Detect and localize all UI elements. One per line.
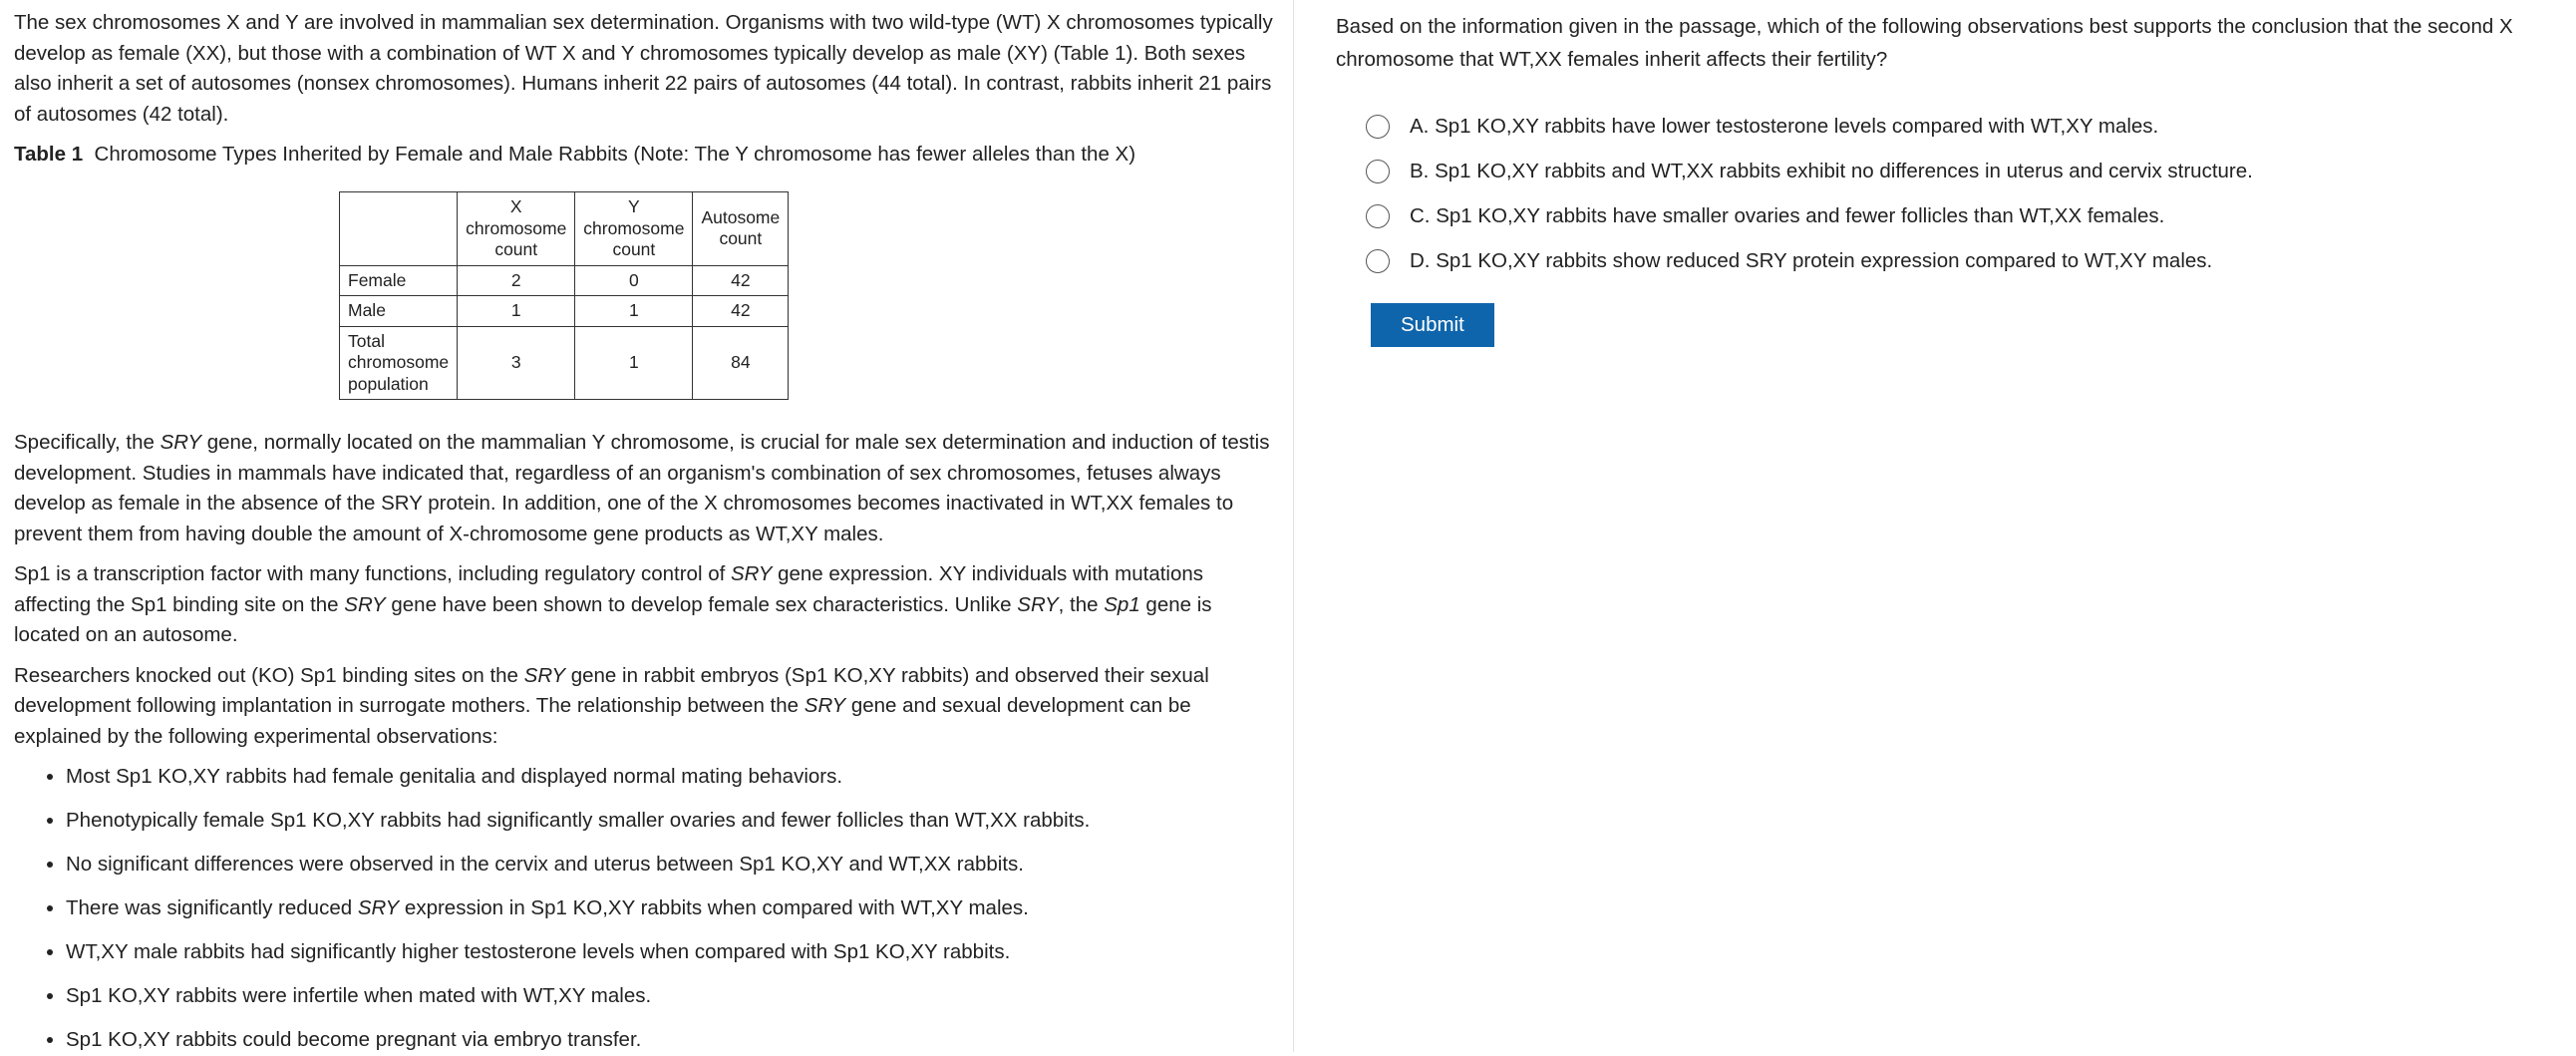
chromosome-table (339, 191, 789, 400)
table-title: Chromosome Types Inherited by Female and Male Rabbits (Note: The Y chromosome has fewer alleles than the X) (94, 143, 1136, 166)
table-header-y: Y chromosome count (575, 192, 693, 266)
y-count: 1 (575, 326, 693, 400)
list-item: • No significant differences were observed in the cervix and uterus between Sp1 KO,XY and WT,XX rabbits. (66, 850, 1273, 880)
choice-b[interactable] (1366, 149, 2576, 193)
table-row (340, 265, 789, 296)
submit-button[interactable]: Submit (1371, 303, 1494, 347)
choice-a-label: A. Sp1 KO,XY rabbits have lower testosterone levels compared with WT,XY males. (1410, 114, 2159, 138)
radio-b[interactable] (1366, 160, 1390, 183)
y-count: 1 (575, 296, 693, 327)
autosome-count: 84 (693, 326, 789, 400)
y-count: 0 (575, 265, 693, 296)
list-item: • Phenotypically female Sp1 KO,XY rabbits had significantly smaller ovaries and fewer follicles than WT,XX rabbits. (66, 806, 1273, 837)
sp1-paragraph: Sp1 is a transcription factor with many functions, including regulatory control of SRY gene expression. XY individuals with mutations affecting the Sp1 binding site on the SRY gene have been shown to develop female sex characteristics. Unlike SRY, the Sp1 gene is located on an autosome. (14, 562, 1212, 646)
table-header-row (340, 192, 789, 266)
observations-list (14, 762, 1273, 1056)
intro-paragraph: The sex chromosomes X and Y are involved in mammalian sex determination. Organisms with two wild-type (WT) X chromosomes typically develop as female (XX), but those with a combination of WT X and Y chromosomes typically develop as male (XY) (Table 1). Both sexes also inherit a set of autosomes (nonsex chromosomes). Humans inherit 22 pairs of autosomes (44 total). In contrast, rabbits inherit 21 pairs of autosomes (42 total). (14, 11, 1273, 126)
sry-paragraph: Specifically, the SRY gene, normally located on the mammalian Y chromosome, is crucial for male sex determination and induction of testis development. Studies in mammals have indicated that, regardless of an organism's combination of sex chromosomes, fetuses always develop as female in the absence of the SRY protein. In addition, one of the X chromosomes becomes inactivated in WT,XX females to prevent them from having double the amount of X-chromosome gene products as WT,XY males. (14, 431, 1270, 545)
question-stem: Based on the information given in the passage, which of the following observations best supports the conclusion that the second X chromosome that WT,XX females inherit affects their fertility? (1336, 15, 2513, 71)
choice-a[interactable] (1366, 104, 2576, 149)
table-row (340, 296, 789, 327)
question-panel (1294, 0, 2576, 1052)
x-count: 1 (458, 296, 575, 327)
table-header-empty (340, 192, 458, 266)
list-item: • WT,XY male rabbits had significantly higher testosterone levels when compared with Sp1 KO,XY rabbits. (66, 937, 1273, 968)
list-item: • Sp1 KO,XY rabbits could become pregnant via embryo transfer. (66, 1025, 1273, 1056)
autosome-count: 42 (693, 296, 789, 327)
choice-d[interactable] (1366, 238, 2576, 283)
list-item: • Sp1 KO,XY rabbits were infertile when mated with WT,XY males. (66, 981, 1273, 1012)
radio-d[interactable] (1366, 249, 1390, 273)
table-label: Table 1 (14, 143, 84, 166)
autosome-count: 42 (693, 265, 789, 296)
table-row (340, 326, 789, 400)
list-item: • Most Sp1 KO,XY rabbits had female genitalia and displayed normal mating behaviors. (66, 762, 1273, 793)
radio-c[interactable] (1366, 204, 1390, 228)
x-count: 3 (458, 326, 575, 400)
choice-c[interactable] (1366, 193, 2576, 238)
choice-c-label: C. Sp1 KO,XY rabbits have smaller ovaries and fewer follicles than WT,XX females. (1410, 203, 2165, 227)
radio-a[interactable] (1366, 115, 1390, 139)
row-label: Male (340, 296, 458, 327)
row-label: Total chromosome population (340, 326, 458, 400)
table-header-autosome: Autosome count (693, 192, 789, 266)
choice-d-label: D. Sp1 KO,XY rabbits show reduced SRY protein expression compared to WT,XY males. (1410, 248, 2213, 272)
table-caption (14, 140, 1273, 170)
list-item: • There was significantly reduced SRY expression in Sp1 KO,XY rabbits when compared with WT,XY males. (66, 893, 1273, 924)
x-count: 2 (458, 265, 575, 296)
table-header-x: X chromosome count (458, 192, 575, 266)
row-label: Female (340, 265, 458, 296)
experiment-paragraph: Researchers knocked out (KO) Sp1 binding sites on the SRY gene in rabbit embryos (Sp1 KO,XY rabbits) and observed their sexual development following implantation in surrogate mothers. The relationship between the SRY gene and sexual development can be explained by the following experimental observations: (14, 663, 1209, 748)
choice-b-label: B. Sp1 KO,XY rabbits and WT,XX rabbits exhibit no differences in uterus and cervix structure. (1410, 159, 2253, 182)
